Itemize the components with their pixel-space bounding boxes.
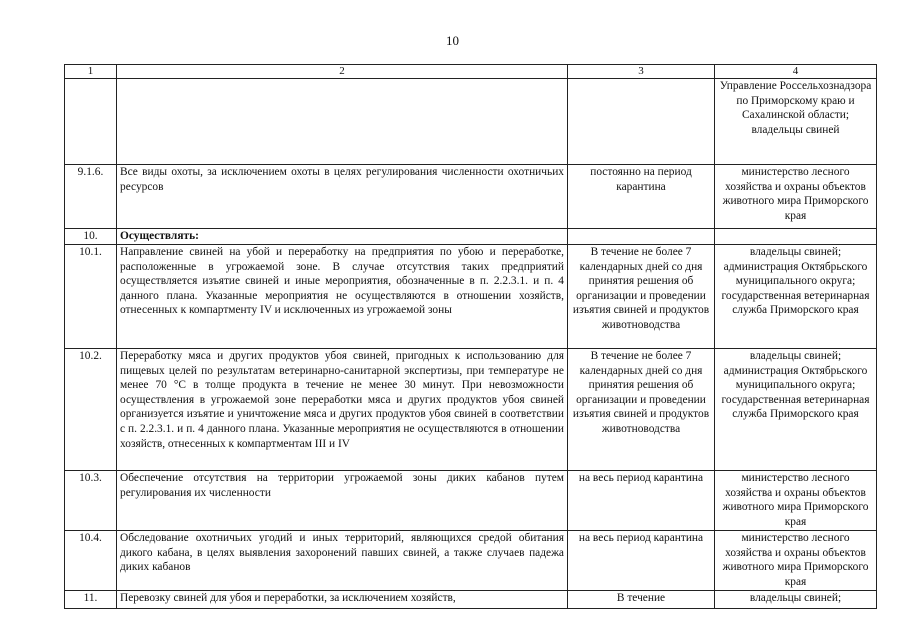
table-row xyxy=(65,245,877,349)
row-number: 10.1. xyxy=(65,245,117,349)
table-row xyxy=(65,591,877,609)
row-description: Направление свиней на убой и переработку на предприятия по убою и переработке, расположенные в угрожаемой зоне. В случае отсутствия таких предприятий осуществляется изъятие свиней и иные мероприятия, обозначенные в п. 2.2.3.1. и п. 4 данного плана. Указанные мероприятия не осуществляются в отношении хозяйств, отнесенных к компартменту IV и исключенных из угрожаемой зоны xyxy=(117,245,568,349)
row-description: Осуществлять: xyxy=(117,229,568,245)
table-row xyxy=(65,531,877,591)
row-number: 9.1.6. xyxy=(65,165,117,229)
row-period: на весь период карантина xyxy=(568,531,715,591)
table-row xyxy=(65,349,877,471)
row-number: 10.3. xyxy=(65,471,117,531)
row-number: 10. xyxy=(65,229,117,245)
table-row xyxy=(65,165,877,229)
row-number xyxy=(65,79,117,165)
header-cell-4: 4 xyxy=(715,65,877,79)
row-period xyxy=(568,79,715,165)
row-period: В течение не более 7 календарных дней со дня принятия решения об организации и проведении изъятия свиней и продуктов животноводства xyxy=(568,349,715,471)
table-row xyxy=(65,471,877,531)
row-description: Переработку мяса и других продуктов убоя свиней, пригодных к использованию для пищевых целей по результатам ветеринарно-санитарной экспертизы, при температуре не менее 70 °С в толще продукта в течение не менее 30 минут. При невозможности осуществления в угрожаемой зоне переработки мяса и других продуктов убоя свиней организуется изъятие и уничтожение мяса и других продуктов убоя свиней в соответствии с п. 2.2.3.1. и п. 4 данного плана. Указанные мероприятия не осуществляются в отношении хозяйств, отнесенных к компартментам III и IV xyxy=(117,349,568,471)
row-number: 11. xyxy=(65,591,117,609)
row-description: Обеспечение отсутствия на территории угрожаемой зоны диких кабанов путем регулирования их численности xyxy=(117,471,568,531)
row-number: 10.2. xyxy=(65,349,117,471)
row-responsible xyxy=(715,229,877,245)
row-period xyxy=(568,229,715,245)
page-number: 10 xyxy=(446,33,459,48)
row-responsible: владельцы свиней; xyxy=(715,591,877,609)
table-row xyxy=(65,79,877,165)
row-responsible: министерство лесного хозяйства и охраны объектов животного мира Приморского края xyxy=(715,471,877,531)
row-description: Все виды охоты, за исключением охоты в целях регулирования численности охотничьих ресурсов xyxy=(117,165,568,229)
row-description xyxy=(117,79,568,165)
row-responsible: владельцы свиней; администрация Октябрьского муниципального округа; государственная ветеринарная служба Приморского края xyxy=(715,245,877,349)
row-responsible: Управление Россельхознадзора по Приморскому краю и Сахалинской области; владельцы свиней xyxy=(715,79,877,165)
row-responsible: министерство лесного хозяйства и охраны объектов животного мира Приморского края xyxy=(715,165,877,229)
table-row xyxy=(65,229,877,245)
table-header-row xyxy=(65,65,877,79)
row-description: Обследование охотничьих угодий и иных территорий, являющихся средой обитания дикого кабана, в целях выявления захоронений павших свиней, а также случаев падежа диких кабанов xyxy=(117,531,568,591)
row-period: постоянно на период карантина xyxy=(568,165,715,229)
row-responsible: владельцы свиней; администрация Октябрьского муниципального округа; государственная ветеринарная служба Приморского края xyxy=(715,349,877,471)
row-period: В течение xyxy=(568,591,715,609)
row-number: 10.4. xyxy=(65,531,117,591)
row-period: на весь период карантина xyxy=(568,471,715,531)
row-description: Перевозку свиней для убоя и переработки, за исключением хозяйств, xyxy=(117,591,568,609)
measures-table xyxy=(64,64,877,609)
header-cell-2: 2 xyxy=(117,65,568,79)
header-cell-3: 3 xyxy=(568,65,715,79)
header-cell-1: 1 xyxy=(65,65,117,79)
row-responsible: министерство лесного хозяйства и охраны объектов животного мира Приморского края xyxy=(715,531,877,591)
row-period: В течение не более 7 календарных дней со дня принятия решения об организации и проведении изъятия свиней и продуктов животноводства xyxy=(568,245,715,349)
